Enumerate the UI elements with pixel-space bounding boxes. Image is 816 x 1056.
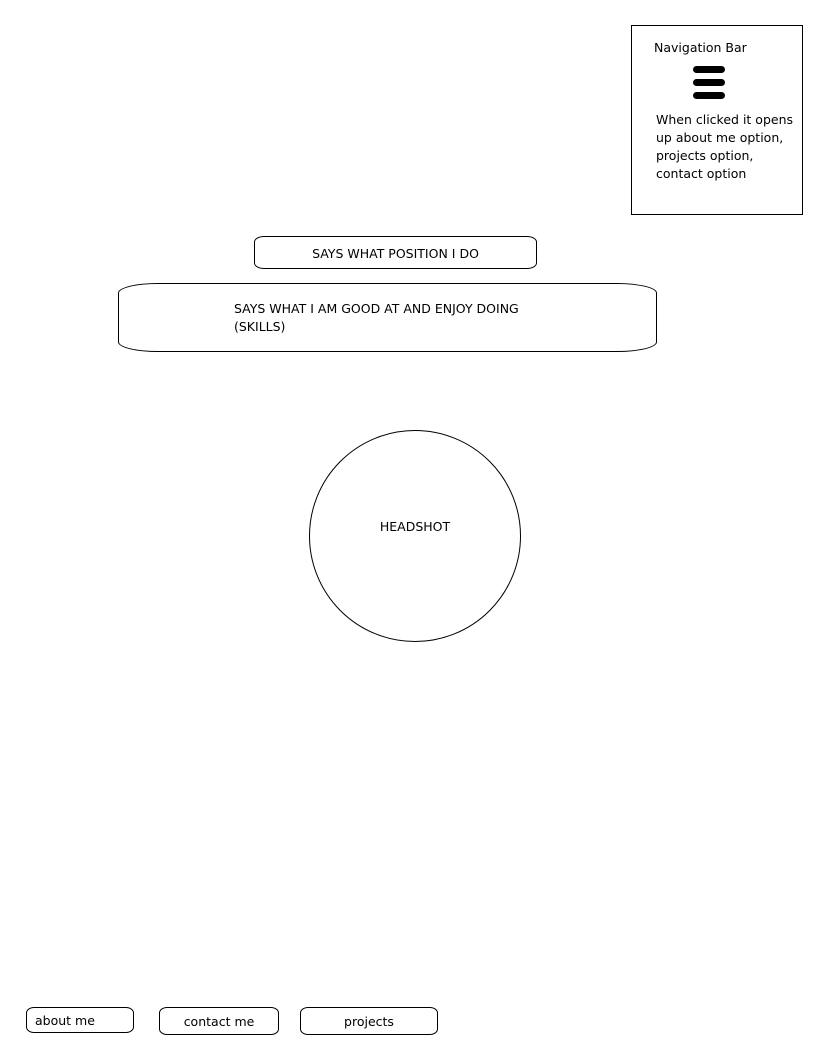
navigation-bar-description: When clicked it opens up about me option, projects option, contact option [656,112,794,181]
projects-button[interactable] [300,1007,438,1035]
hamburger-bar-bottom [693,92,725,99]
headshot-label: HEADSHOT [379,519,451,534]
skills-text [234,300,519,336]
headshot-placeholder [309,430,521,642]
hamburger-bar-top [693,66,725,73]
about-me-label: about me [35,1013,95,1028]
position-box [254,236,537,269]
about-me-button[interactable] [26,1007,134,1033]
contact-me-label: contact me [183,1014,255,1029]
contact-me-button[interactable] [159,1007,279,1035]
projects-label: projects [344,1014,394,1029]
navigation-bar-note [631,25,803,215]
navigation-bar-title: Navigation Bar [654,40,747,55]
skills-text-line-2: (SKILLS) [234,319,286,334]
hamburger-menu-icon[interactable] [693,66,725,100]
skills-box [118,283,657,352]
hamburger-bar-middle [693,79,725,86]
position-text: SAYS WHAT POSITION I DO [312,246,479,261]
skills-text-line-1: SAYS WHAT I AM GOOD AT AND ENJOY DOING [234,301,519,316]
